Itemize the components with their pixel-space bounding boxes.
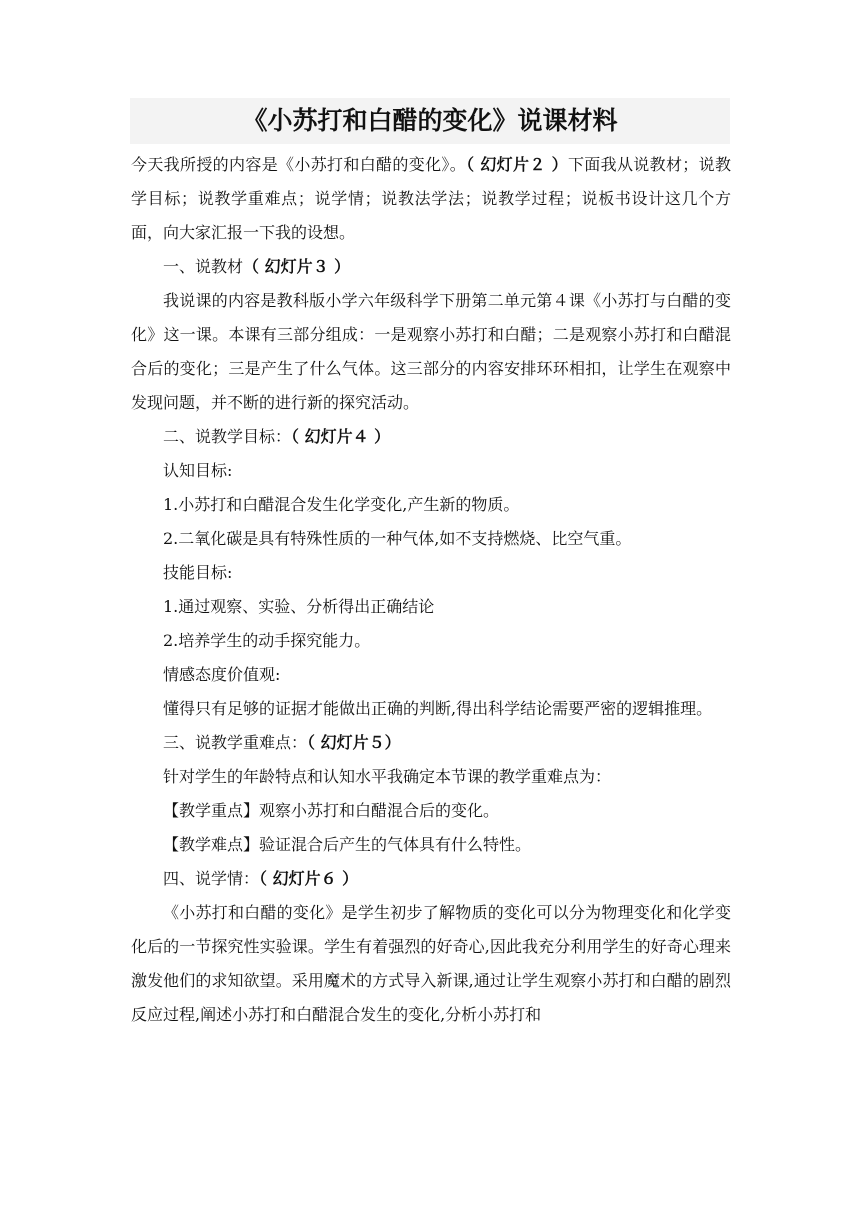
paragraph-text: 今天我所授的内容是《小苏打和白醋的变化》。 (131, 155, 467, 174)
paragraph-text: 2.二氧化碳是具有特殊性质的一种气体,如不支持燃烧、比空气重。 (163, 529, 632, 548)
paragraph-text: 三、说教学重难点： (163, 733, 308, 752)
paragraph-text: 情感态度价值观: (163, 665, 281, 684)
paragraph-text: 二、说教学目标： (163, 427, 292, 446)
paragraph (131, 692, 731, 726)
paragraph (131, 760, 731, 794)
paragraph (131, 896, 731, 1032)
slide-reference: （ 幻灯片６ ） (259, 869, 359, 888)
slide-reference: （ 幻灯片４ ） (291, 427, 391, 446)
paragraph (131, 148, 731, 250)
slide-reference: （ 幻灯片２ ） (466, 155, 568, 174)
document-title: 《小苏打和白醋的变化》说课材料 (242, 106, 618, 135)
paragraph-text: 1.通过观察、实验、分析得出正确结论 (163, 597, 435, 616)
paragraph-text: 四、说学情： (163, 869, 260, 888)
paragraph (131, 454, 731, 488)
paragraph-text: 【教学难点】验证混合后产生的气体具有什么特性。 (163, 835, 532, 854)
slide-reference: （ 幻灯片３ ） (243, 257, 351, 276)
document-body (131, 148, 731, 1032)
paragraph-text: 懂得只有足够的证据才能做出正确的判断,得出科学结论需要严密的逻辑推理。 (163, 699, 713, 718)
paragraph-text: 1.小苏打和白醋混合发生化学变化,产生新的物质。 (163, 495, 520, 514)
paragraph (131, 284, 731, 420)
paragraph (131, 488, 731, 522)
paragraph-text: 技能目标: (163, 563, 233, 582)
paragraph-text: 《小苏打和白醋的变化》是学生初步了解物质的变化可以分为物理变化和化学变化后的一节探究性实验课。学生有着强烈的好奇心,因此我充分利用学生的好奇心理来激发他们的求知欲望。采用魔术的方式导入新课,通过让学生观察小苏打和白醋的剧烈反应过程,阐述小苏打和白醋混合发生的变化,分析小苏打和 (131, 903, 731, 1024)
paragraph (131, 828, 731, 862)
paragraph (131, 624, 731, 658)
paragraph-text: 【教学重点】观察小苏打和白醋混合后的变化。 (163, 801, 500, 820)
paragraph (131, 658, 731, 692)
paragraph (131, 250, 731, 284)
paragraph (131, 420, 731, 454)
paragraph-text: 针对学生的年龄特点和认知水平我确定本节课的教学重难点为： (163, 767, 612, 786)
paragraph-text: 我说课的内容是教科版小学六年级科学下册第二单元第４课《小苏打与白醋的变化》这一课。本课有三部分组成：一是观察小苏打和白醋；二是观察小苏打和白醋混合后的变化；三是产生了什么气体。这三部分的内容安排环环相扣，让学生在观察中发现问题，并不断的进行新的探究活动。 (131, 291, 731, 412)
paragraph-text: 认知目标: (163, 461, 233, 480)
paragraph (131, 726, 731, 760)
paragraph-text: 2.培养学生的动手探究能力。 (163, 631, 371, 650)
paragraph (131, 556, 731, 590)
paragraph-text-continued: 下面我从说教材；说教学目标；说教学重难点；说学情；说教法学法；说教学过程；说板书设计这几个方面，向大家汇报一下我的设想。 (131, 155, 731, 242)
paragraph-text: 一、说教材 (163, 257, 244, 276)
paragraph (131, 862, 731, 896)
paragraph (131, 590, 731, 624)
paragraph (131, 522, 731, 556)
slide-reference: （ 幻灯片５） (307, 733, 401, 752)
paragraph (131, 794, 731, 828)
